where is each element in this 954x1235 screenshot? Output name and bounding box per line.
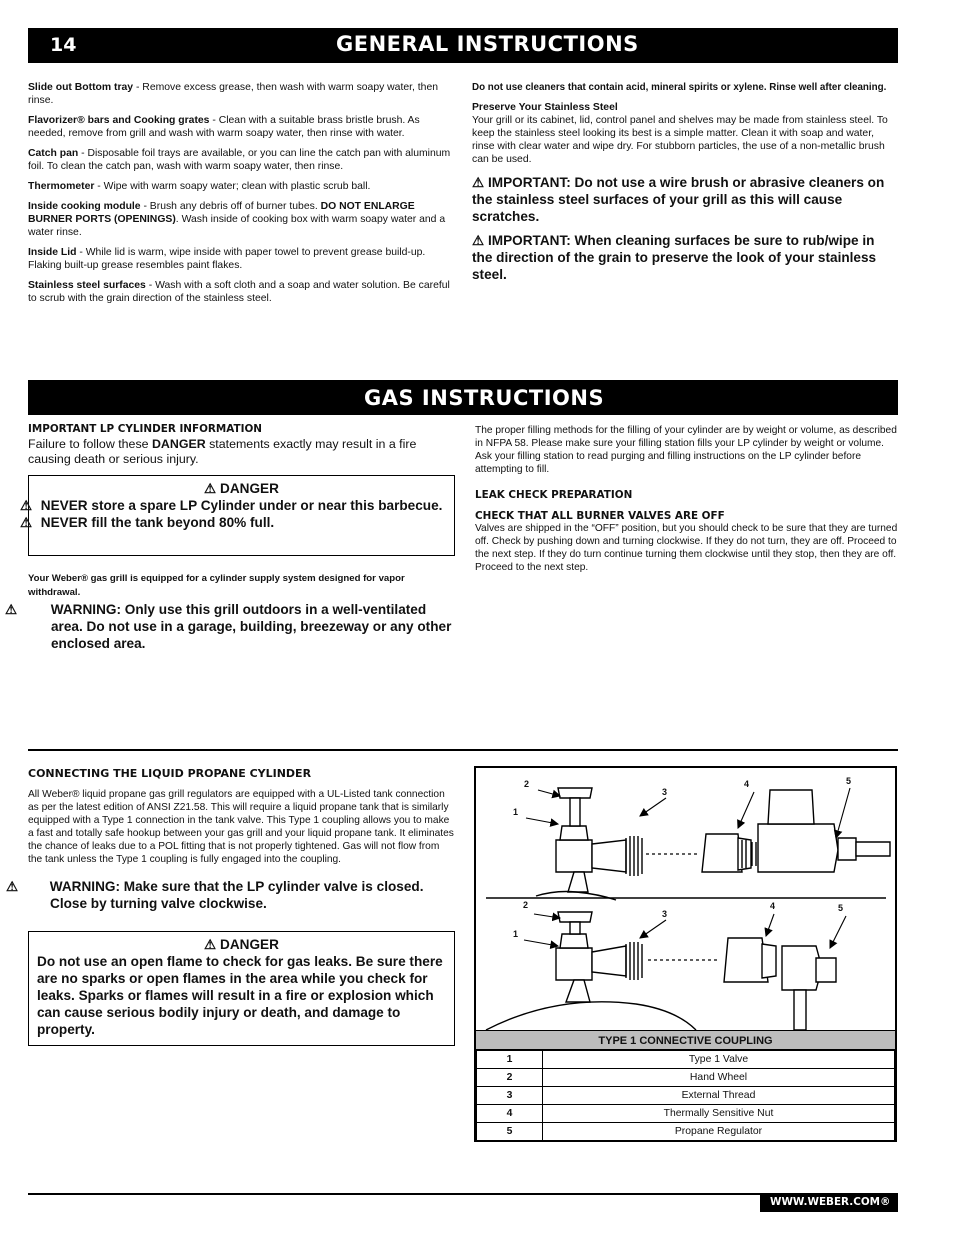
filling-text: The proper filling methods for the filling of your cylinder are by weight or volume, as described in NFPA 58. Please make sure your filling station fills your LP cylinder by weight or volume. Ask your filling station to read purging and filling instructions on the LP cylinder before attempting to fill. xyxy=(475,425,897,475)
footer-url[interactable]: WWW.WEBER.COM® xyxy=(770,1196,891,1208)
danger-spare-cylinder: ⚠ NEVER store a spare LP Cylinder under or near this barbecue. xyxy=(20,498,443,513)
coupling-table xyxy=(476,1030,895,1141)
coupling-parts-table xyxy=(476,1050,895,1141)
lp-heading: IMPORTANT LP CYLINDER INFORMATION xyxy=(28,423,262,435)
danger-box-leaks xyxy=(28,931,455,1046)
item-flavorizer: Flavorizer® bars and Cooking grates - Clean with a suitable brass bristle brush. As needed, remove from grill and wash with warm soapy water, then rinse with water. xyxy=(28,115,420,139)
callout-3-top: 3 xyxy=(662,787,668,797)
coupling-figure xyxy=(474,766,897,1142)
danger-box-lp xyxy=(20,475,455,556)
connecting-column xyxy=(6,767,454,912)
callout-4-top: 4 xyxy=(744,779,750,789)
valve-illustration-bottom xyxy=(486,912,836,1030)
item-inside-lid: Inside Lid - While lid is warm, wipe inside with paper towel to prevent grease build-up. Flaking built-up grease resembles paint flakes. xyxy=(28,247,426,271)
lp-text: Failure to follow these DANGER statements exactly may result in a fire causing death or serious injury. xyxy=(28,437,417,466)
cleaners-note: Do not use cleaners that contain acid, mineral spirits or xylene. Rinse well after cleaning. xyxy=(472,82,887,93)
page-title: GENERAL INSTRUCTIONS xyxy=(336,32,639,56)
general-right-column xyxy=(472,81,898,283)
item-catch-pan: Catch pan - Disposable foil trays are available, or you can line the catch pan with aluminum foil. To clean the catch pan, wash with warm soapy water, then rinse. xyxy=(28,148,451,172)
valve-illustration-top xyxy=(536,788,890,900)
callout-2-bottom: 2 xyxy=(523,900,529,910)
preserve-heading: Preserve Your Stainless Steel xyxy=(472,102,618,113)
footer-url-bar xyxy=(760,1193,898,1212)
warning-triangle-icon: ⚠ xyxy=(204,937,217,952)
header-bar xyxy=(28,28,898,63)
valves-text: Valves are shipped in the “OFF” position, but you should check to be sure that they are turned off. Check by pushing down and turning clockwise. If they do not turn, they are off. Proceed to the next step. If they do turn continue turning them clockwise until they stop, then they are off. Proceed to the next step. xyxy=(475,523,898,573)
gas-title: GAS INSTRUCTIONS xyxy=(364,386,605,410)
danger-label-2: ⚠ DANGER xyxy=(204,937,279,952)
warning-valve-closed: ⚠ WARNING: Make sure that the LP cylinder valve is closed. Close by turning valve clockwise. xyxy=(6,879,424,911)
supply-note: Your Weber® gas grill is equipped for a cylinder supply system designed for vapor withdrawal. xyxy=(28,573,405,598)
item-cooking-module: Inside cooking module - Brush any debris off of burner tubes. DO NOT ENLARGE BURNER PORTS (OPENINGS). Wash inside of cooking box with warm soapy water and a water rinse. xyxy=(28,201,446,238)
leak-heading: LEAK CHECK PREPARATION xyxy=(475,489,633,501)
warning-triangle-icon: ⚠ xyxy=(6,879,19,894)
connecting-text: All Weber® liquid propane gas grill regulators are equipped with a UL-Listed tank connection as per the latest edition of ANSI Z21.58. This will require a liquid propane tank that is similarly equipped with a Type 1 connection in the tank valve. This Type 1 coupling allows you to make a fast and totally safe hookup between your gas grill and your liquid propane tank. It eliminates the chance of leaks due to a POL fitting that is not properly tightened. Gas will not flow from the tank unless the Type 1 coupling is fully engaged into the coupling. xyxy=(28,789,454,865)
callout-1-bottom: 1 xyxy=(513,929,519,939)
item-thermometer: Thermometer - Wipe with warm soapy water; clean with plastic scrub ball. xyxy=(28,181,371,192)
callout-1-top: 1 xyxy=(513,807,519,817)
warning-triangle-icon: ⚠ xyxy=(204,481,217,496)
callout-3-bottom: 3 xyxy=(662,909,668,919)
table-row: 5 Propane Regulator xyxy=(477,1123,895,1141)
connecting-heading: CONNECTING THE LIQUID PROPANE CYLINDER xyxy=(28,767,312,780)
item-bottom-tray: Slide out Bottom tray - Remove excess grease, then wash with warm soapy water, then rinse. xyxy=(28,82,439,106)
table-row: 2 Hand Wheel xyxy=(477,1069,895,1087)
gas-left-lower xyxy=(5,572,458,652)
gas-left-column xyxy=(28,423,454,467)
general-left-column xyxy=(28,81,454,305)
warning-triangle-icon: ⚠ xyxy=(472,233,485,248)
danger-fill-80: ⚠ NEVER fill the tank beyond 80% full. xyxy=(20,515,275,530)
section-divider xyxy=(28,749,898,751)
danger-flame-text: Do not use an open flame to check for gas leaks. Be sure there are no sparks or open flames in the area while you check for leaks. Sparks or flames will result in a fire or explosion which can cause serious bodily injury or death, and damage to property. xyxy=(37,954,443,1037)
valves-heading: CHECK THAT ALL BURNER VALVES ARE OFF xyxy=(475,510,725,522)
page-number: 14 xyxy=(50,34,77,56)
important-wire-brush: ⚠ IMPORTANT: Do not use a wire brush or abrasive cleaners on the stainless steel surfaces of your grill as this will cause scratches. xyxy=(472,175,885,224)
danger-label: ⚠ DANGER xyxy=(204,481,279,496)
coupling-illustration xyxy=(476,768,895,1030)
table-row: 4 Thermally Sensitive Nut xyxy=(477,1105,895,1123)
warning-triangle-icon: ⚠ xyxy=(472,175,485,190)
preserve-text: Your grill or its cabinet, lid, control panel and shelves may be made from stainless steel. To keep the stainless steel looking its best is a simple matter. Clean it with soap and water, rinse with clear water and wipe dry. For stubborn particles, the use of a non-metallic brush can be used. xyxy=(472,115,888,165)
table-row: 3 External Thread xyxy=(477,1087,895,1105)
important-grain: ⚠ IMPORTANT: When cleaning surfaces be sure to rub/wipe in the direction of the grain to preserve the look of your stainless steel. xyxy=(472,233,877,282)
callout-5-top: 5 xyxy=(846,776,852,786)
gas-right-column xyxy=(475,424,898,574)
gas-instructions-bar xyxy=(28,380,898,415)
table-row: 1 Type 1 Valve xyxy=(477,1051,895,1069)
coupling-table-title: TYPE 1 CONNECTIVE COUPLING xyxy=(476,1030,895,1050)
warning-outdoors: ⚠ WARNING: Only use this grill outdoors in a well-ventilated area. Do not use in a garage, building, breezeway or any other enclosed area. xyxy=(5,602,452,651)
warning-triangle-icon: ⚠ xyxy=(5,602,18,617)
callout-2-top: 2 xyxy=(524,779,530,789)
callout-4-bottom: 4 xyxy=(770,901,776,911)
callout-5-bottom: 5 xyxy=(838,903,844,913)
item-stainless: Stainless steel surfaces - Wash with a soft cloth and a soap and water solution. Be careful to scrub with the grain direction of the stainless steel. xyxy=(28,280,450,304)
